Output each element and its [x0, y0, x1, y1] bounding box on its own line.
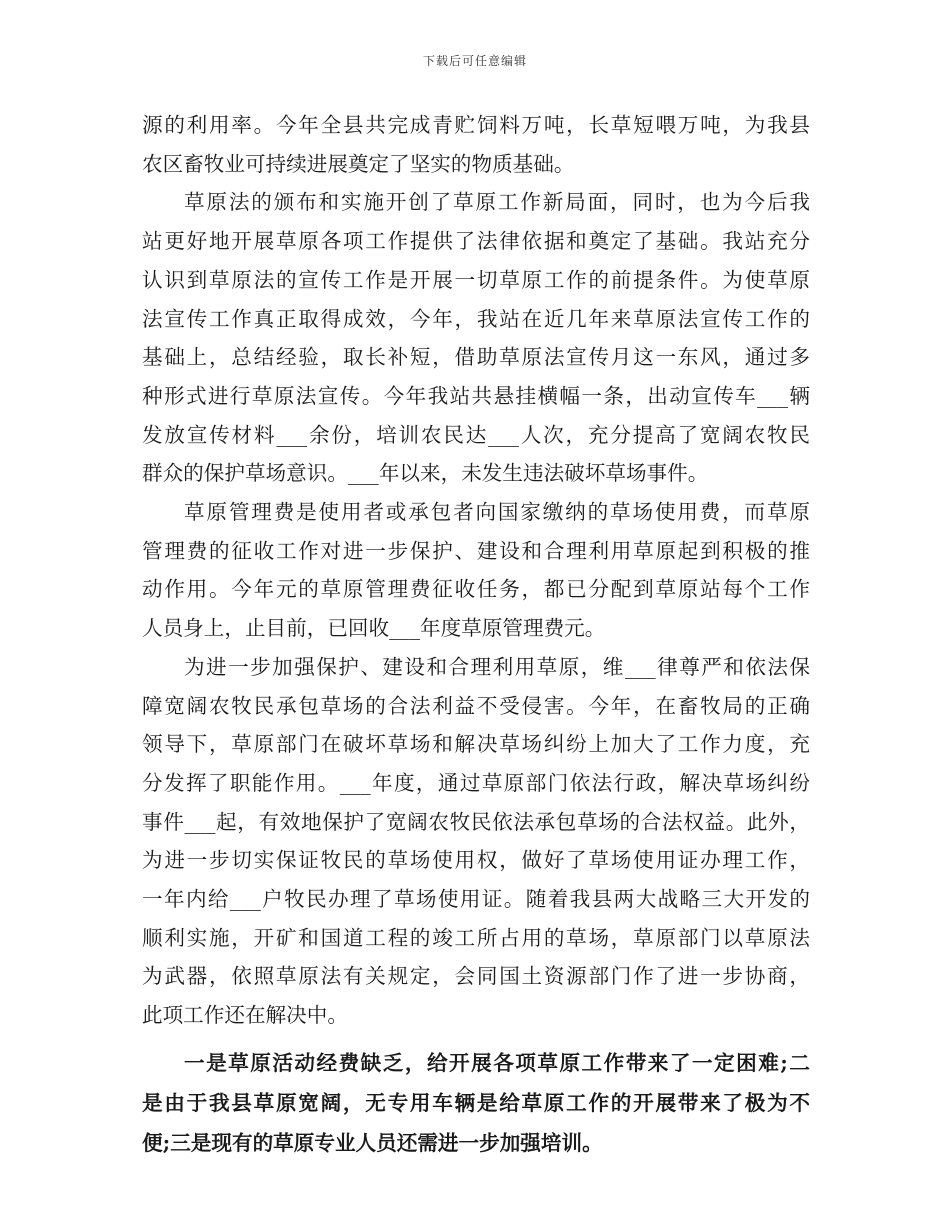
- text-line: 认识到草原法的宣传工作是开展一切草原工作的前提条件。为使草原: [142, 267, 810, 292]
- bold-paragraph: [142, 1043, 810, 1163]
- text-line: 事件___起，有效地保护了宽阔农牧民依法承包草场的合法权益。此外，: [142, 809, 810, 834]
- text-line: 为进一步加强保护、建设和合理利用草原，维___律尊严和依法保: [184, 654, 810, 679]
- text-line: 草原管理费是使用者或承包者向国家缴纳的草场使用费，而草原: [184, 500, 810, 525]
- text-line: 群众的保护草场意识。___年以来，未发生违法破坏草场事件。: [142, 461, 709, 486]
- text-line: 分发挥了职能作用。___年度，通过草原部门依法行政，解决草场纠纷: [142, 770, 810, 795]
- text-line: 站更好地开展草原各项工作提供了法律依据和奠定了基础。我站充分: [142, 229, 810, 254]
- page-header: 下载后可任意编辑: [422, 54, 527, 68]
- text-line: 此项工作还在解决中。: [142, 1003, 348, 1028]
- text-line: 人员身上，止目前，已回收___年度草原管理费元。: [142, 616, 606, 641]
- text-line: 为武器，依照草原法有关规定，会同国土资源部门作了进一步协商，: [142, 964, 810, 989]
- text-line: 顺利实施，开矿和国道工程的竣工所占用的草场，草原部门以草原法: [142, 925, 810, 950]
- text-line: 便;三是现有的草原专业人员还需进一步加强培训。: [142, 1130, 603, 1155]
- document-body: [142, 106, 810, 1163]
- text-line: 一年内给___户牧民办理了草场使用证。随着我县两大战略三大开发的: [142, 887, 810, 912]
- text-line: 基础上，总结经验，取长补短，借助草原法宣传月这一东风，通过多: [142, 345, 810, 370]
- text-line: 发放宣传材料___余份，培训农民达___人次，充分提高了宽阔农牧民: [142, 422, 810, 447]
- text-line: 法宣传工作真正取得成效，今年，我站在近几年来草原法宣传工作的: [142, 306, 810, 331]
- paragraph: [142, 648, 810, 1035]
- text-line: 一是草原活动经费缺乏，给开展各项草原工作带来了一定困难;二: [184, 1050, 810, 1075]
- text-line: 种形式进行草原法宣传。今年我站共悬挂横幅一条，出动宣传车___辆: [142, 383, 810, 408]
- text-line: 农区畜牧业可持续进展奠定了坚实的物质基础。: [142, 151, 575, 176]
- paragraph: [142, 493, 810, 648]
- text-line: 为进一步切实保证牧民的草场使用权，做好了草场使用证办理工作，: [142, 848, 810, 873]
- text-line: 草原法的颁布和实施开创了草原工作新局面，同时，也为今后我: [184, 190, 810, 215]
- text-line: 管理费的征收工作对进一步保护、建设和合理利用草原起到积极的推: [142, 538, 810, 563]
- paragraph: [142, 106, 810, 183]
- text-line: 障宽阔农牧民承包草场的合法利益不受侵害。今年，在畜牧局的正确: [142, 693, 810, 718]
- text-line: 源的利用率。今年全县共完成青贮饲料万吨，长草短喂万吨，为我县: [142, 113, 810, 137]
- text-line: 是由于我县草原宽阔，无专用车辆是给草原工作的开展带来了极为不: [142, 1090, 810, 1115]
- paragraph: [142, 183, 810, 493]
- text-line: 动作用。今年元的草原管理费征收任务，都已分配到草原站每个工作: [142, 577, 810, 602]
- text-line: 领导下，草原部门在破坏草场和解决草场纠纷上加大了工作力度，充: [142, 732, 810, 757]
